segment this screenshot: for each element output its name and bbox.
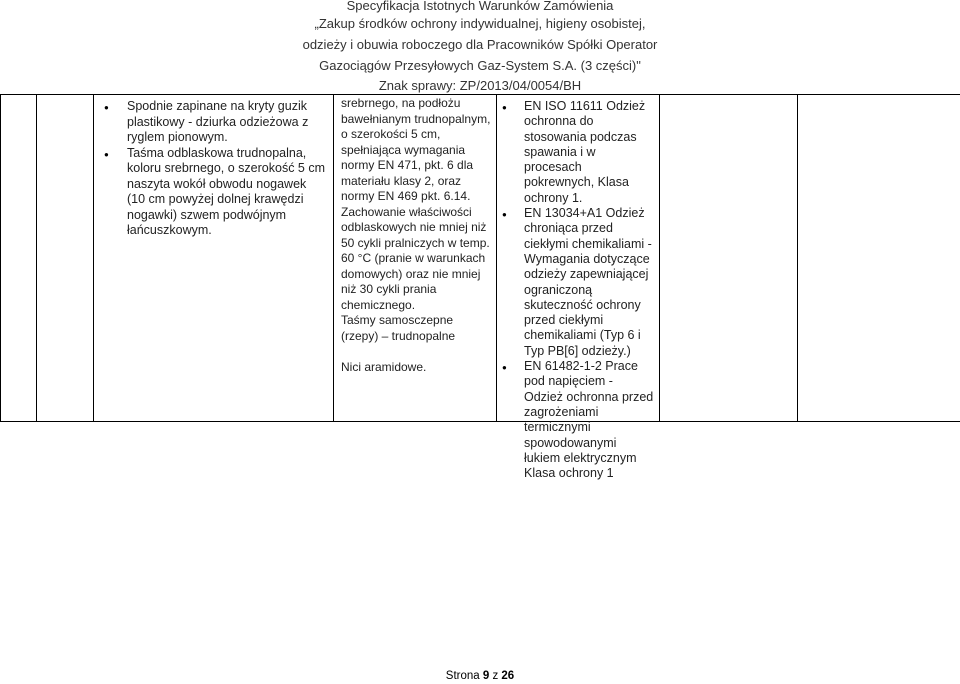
spacer xyxy=(341,344,492,360)
materials-paragraph: Taśmy samosczepne (rzepy) – trudnopalne xyxy=(341,313,456,343)
page-prefix: Strona xyxy=(445,670,483,682)
table-cell-materials xyxy=(334,95,497,422)
table-cell-empty xyxy=(798,95,960,422)
table-cell-empty xyxy=(660,95,798,422)
list-item: ● Taśma odblaskowa trudnopalna, koloru srebrnego, o szerokość 5 cm naszyta wokół obwodu nogawek (10 cm powyżej dolnej krawędzi nogawki) szwem podwójnym łańcuszkowym. xyxy=(94,146,327,239)
list-item: ● EN 61482-1-2 Prace pod napięciem - Odzież ochronna przed zagrożeniami termicznymi spowodowanymi łukiem elektrycznym Klasa ochrony 1 xyxy=(497,359,655,481)
table-cell-name xyxy=(37,95,94,422)
page-number xyxy=(0,670,960,682)
materials-paragraph: srebrnego, na podłożu bawełnianym trudnopalnym, o szerokości 5 cm, spełniająca wymagania normy EN 471, pkt. 6 dla materiału klasy 2, oraz normy EN 469 pkt. 6.14. xyxy=(341,96,491,203)
table-cell-number xyxy=(1,95,37,422)
table-cell-standards xyxy=(497,95,660,481)
table-row xyxy=(1,95,960,422)
list-item: ● EN ISO 11611 Odzież ochronna do stosowania podczas spawania i w procesach pokrewnych, Klasa ochrony 1. xyxy=(497,99,655,206)
specification-table xyxy=(0,94,960,481)
page-separator: z xyxy=(489,670,502,682)
total-pages: 26 xyxy=(501,670,515,682)
header-line-2: „Zakup środków ochrony indywidualnej, higieny osobistej, xyxy=(314,16,646,31)
header-line-1: Specyfikacja Istotnych Warunków Zamówienia xyxy=(346,0,614,13)
materials-paragraph: Zachowanie właściwości odblaskowych nie mniej niż 50 cykli pralniczych w temp. 60 °C (pranie w warunkach domowych) oraz nie mniej niż 30 cykli prania chemicznego. xyxy=(341,204,490,312)
description-list xyxy=(94,95,333,239)
materials-paragraph: Nici aramidowe. xyxy=(341,359,427,374)
list-item: ● EN 13034+A1 Odzież chroniąca przed ciekłymi chemikaliami - Wymagania dotyczące odzieży zapewniającej ograniczoną skuteczność ochrony przed ciekłymi chemikaliami (Typ 6 i Typ PB[6] odzieży.) xyxy=(497,206,655,359)
header-line-4: Gazociągów Przesyłowych Gaz-System S.A. (3 części)" xyxy=(319,58,641,73)
current-page: 9 xyxy=(482,670,490,682)
header-line-3: odzieży i obuwia roboczego dla Pracowników Spółki Operator xyxy=(302,37,658,52)
table-cell-description xyxy=(94,95,334,422)
standards-list xyxy=(497,95,659,481)
header-case-number: Znak sprawy: ZP/2013/04/0054/BH xyxy=(378,78,582,93)
list-item: ● Spodnie zapinane na kryty guzik plastikowy - dziurka odzieżowa z ryglem pionowym. xyxy=(94,99,327,146)
